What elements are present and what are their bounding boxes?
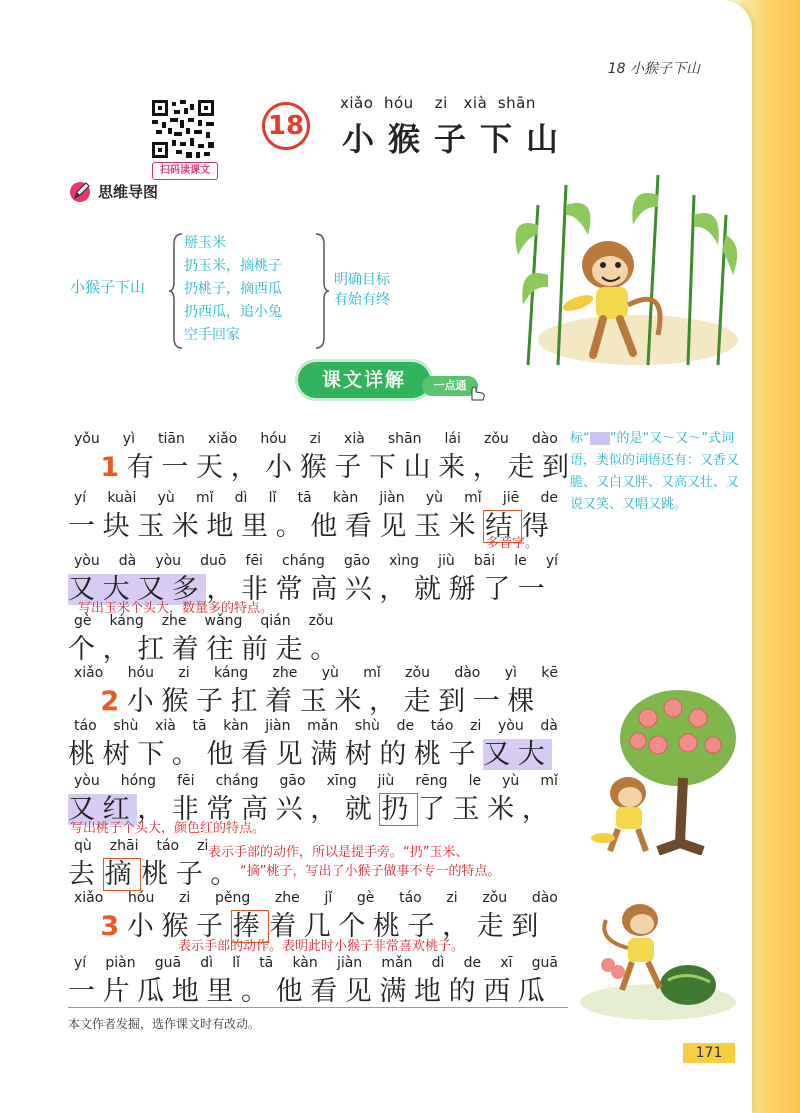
pinyin-syllable: de	[463, 955, 482, 971]
boxed-char: 捧	[232, 911, 268, 942]
pinyin-syllable: dà	[540, 718, 558, 734]
text: ，非常高兴，就	[137, 794, 380, 825]
pinyin-syllable: zi	[470, 718, 482, 734]
pinyin-syllable: yù	[502, 773, 520, 789]
annotation: “摘”桃子，写出了小猴子做事不专一的特点。	[240, 864, 501, 879]
mindmap-events	[184, 232, 282, 347]
pinyin-row	[68, 718, 558, 736]
banner-sub: 一点通	[422, 376, 478, 396]
pinyin-syllable: hóu	[127, 665, 154, 681]
pinyin-syllable: zǒu	[483, 431, 509, 447]
monkey-peach-tree-illustration	[588, 683, 738, 855]
pinyin-syllable: yì	[122, 431, 135, 447]
pinyin-syllable: xià	[344, 431, 365, 447]
banner-main: 课文详解	[298, 362, 430, 398]
side-note	[570, 428, 742, 516]
mindmap-event: 扔西瓜，追小兔	[184, 304, 282, 320]
right-brace	[314, 232, 330, 350]
pinyin-syllable: gāo	[279, 773, 306, 789]
text-line-1	[68, 431, 577, 487]
pinyin-syllable: shù	[354, 718, 380, 734]
chapter-header: 18 小猴子下山	[607, 61, 700, 77]
text-line-5	[68, 665, 558, 721]
chinese-row	[68, 736, 558, 774]
pinyin-syllable: tiān	[158, 431, 185, 447]
pinyin-syllable: kē	[541, 665, 558, 681]
pinyin-syllable: dì	[234, 490, 248, 506]
highlighted-phrase: 又红	[68, 794, 138, 825]
pencil-icon	[68, 178, 94, 204]
pinyin-syllable: de	[396, 718, 415, 734]
pinyin-syllable: mǎn	[381, 955, 413, 971]
side-note-text: 标“	[570, 431, 590, 446]
pinyin-row	[68, 890, 558, 908]
pinyin-syllable: zi	[179, 890, 191, 906]
pinyin-syllable: táo	[399, 890, 422, 906]
pinyin-row	[68, 490, 558, 508]
pinyin-syllable: duō	[200, 553, 227, 569]
mindmap-root: 小猴子下山	[70, 278, 146, 296]
pinyin-syllable: jiàn	[336, 955, 363, 971]
pinyin-syllable: dì	[431, 955, 445, 971]
pinyin-row	[68, 613, 558, 631]
text: 去	[68, 859, 103, 890]
chinese-row	[68, 508, 558, 546]
text: 着几个桃子，走到	[269, 911, 546, 942]
pinyin-syllable: qù	[74, 838, 92, 854]
text: ，非常高兴，就掰了一	[206, 574, 553, 605]
pinyin-syllable: mǐ	[540, 773, 558, 789]
pinyin-syllable: jiù	[438, 553, 455, 569]
pinyin-syllable: zhe	[161, 613, 187, 629]
left-brace	[168, 232, 184, 350]
pinyin-syllable: yí	[545, 553, 558, 569]
pinyin-syllable: yù	[321, 665, 339, 681]
pinyin-row	[68, 955, 558, 973]
highlighted-phrase: 又大	[483, 739, 553, 770]
paragraph-number: 1	[100, 452, 127, 483]
pinyin-syllable: zhāi	[109, 838, 139, 854]
pinyin-syllable: kàn	[332, 490, 359, 506]
pinyin-syllable: xī	[500, 955, 513, 971]
pinyin-syllable: xià	[155, 718, 176, 734]
pinyin-syllable: zǒu	[482, 890, 508, 906]
pinyin-row	[68, 553, 558, 571]
title-pinyin: xiǎo hóu zi xià shān	[340, 94, 536, 112]
pinyin-syllable: lǐ	[232, 955, 241, 971]
pinyin-syllable: gè	[356, 890, 375, 906]
pinyin-syllable: zi	[446, 890, 458, 906]
highlighted-phrase: 又大又多	[68, 574, 207, 605]
pinyin-syllable: zi	[178, 665, 190, 681]
pinyin-syllable: zǒu	[405, 665, 430, 681]
pinyin-row	[68, 665, 558, 683]
pinyin-syllable: yù	[425, 490, 443, 506]
mindmap-event: 扔桃子，摘西瓜	[184, 281, 282, 297]
pinyin-syllable: yòu	[74, 773, 100, 789]
pinyin-syllable: guā	[154, 955, 182, 971]
pinyin-syllable: yí	[74, 490, 87, 506]
annotation: 表示手部的动作。表明此时小猴子非常喜欢桃子。	[178, 939, 465, 954]
pinyin-syllable: zǒu	[308, 613, 334, 629]
footnote: 本文作者发掘，选作课文时有改动。	[68, 1017, 261, 1031]
pinyin-syllable: mǐ	[363, 665, 381, 681]
pinyin-syllable: dào	[531, 431, 558, 447]
pinyin-syllable: hóu	[260, 431, 287, 447]
pinyin-syllable: lǐ	[268, 490, 277, 506]
text: 桃子。	[141, 859, 246, 890]
pinyin-syllable: dào	[531, 890, 558, 906]
pinyin-syllable: káng	[213, 665, 249, 681]
pinyin-syllable: hóu	[128, 890, 155, 906]
paragraph-number: 3	[100, 911, 127, 942]
pinyin-syllable: qián	[260, 613, 291, 629]
pinyin-syllable: káng	[109, 613, 144, 629]
highlight-swatch	[590, 432, 610, 445]
pointer-hand-icon	[466, 380, 488, 402]
pinyin-syllable: yòu	[155, 553, 182, 569]
pinyin-syllable: de	[540, 490, 558, 506]
pinyin-syllable: tā	[259, 955, 274, 971]
lesson-number: 18	[262, 102, 310, 150]
pinyin-syllable: zi	[197, 838, 209, 854]
qr-code-icon[interactable]	[152, 100, 214, 158]
monkey-corn-field-illustration	[508, 165, 744, 370]
pinyin-syllable: yù	[157, 490, 175, 506]
pinyin-syllable: zhe	[274, 890, 300, 906]
pinyin-syllable: jiàn	[265, 718, 291, 734]
pinyin-syllable: jǐ	[324, 890, 333, 906]
pinyin-row	[68, 431, 558, 449]
pinyin-syllable: kuài	[107, 490, 137, 506]
pinyin-syllable: fēi	[245, 553, 263, 569]
chinese-row	[68, 449, 577, 487]
mindmap-event: 空手回家	[184, 327, 240, 343]
pinyin-syllable: zi	[309, 431, 321, 447]
pinyin-syllable: fēi	[177, 773, 195, 789]
chinese-row: 一片瓜地里。他看见满地的西瓜	[68, 976, 553, 1007]
pinyin-syllable: le	[514, 553, 527, 569]
pinyin-syllable: dì	[200, 955, 214, 971]
side-note-text: 又～”式词语，类似的词语还有：又香又脆、又白又胖、又高又壮、又说又笑、又唱又跳。	[570, 431, 740, 512]
annotation: 多音字。	[486, 536, 539, 551]
pinyin-syllable: táo	[74, 718, 97, 734]
pinyin-syllable: dào	[454, 665, 481, 681]
pinyin-syllable: cháng	[282, 553, 325, 569]
pinyin-syllable: gè	[74, 613, 92, 629]
pinyin-syllable: jiē	[502, 490, 520, 506]
boxed-char: 结	[485, 511, 520, 542]
monkey-watermelon-field-illustration	[578, 890, 738, 1020]
pinyin-syllable: pěng	[214, 890, 251, 906]
annotation: 表示手部的动作，所以是提手旁。“扔”玉米、	[208, 845, 469, 860]
pinyin-syllable: mǎn	[307, 718, 339, 734]
boxed-char: 扔	[381, 794, 417, 825]
mindmap-event: 掰玉米	[184, 235, 226, 251]
pinyin-syllable: xìng	[389, 553, 420, 569]
pinyin-syllable: táo	[156, 838, 180, 854]
text-line-4	[68, 613, 558, 669]
pinyin-syllable: táo	[430, 718, 454, 734]
pinyin-syllable: hóng	[120, 773, 156, 789]
chinese-row	[68, 683, 558, 721]
pinyin-syllable: kàn	[223, 718, 249, 734]
pinyin-syllable: yí	[74, 955, 87, 971]
side-note-text: ”的是“又～	[609, 431, 676, 446]
pinyin-syllable: xiǎo	[74, 890, 104, 906]
paragraph-number: 2	[100, 686, 127, 717]
pinyin-syllable: shù	[113, 718, 139, 734]
mindmap-goal-line: 有始有终	[334, 292, 390, 308]
page-number: 171	[683, 1043, 735, 1063]
pinyin-syllable: yǒu	[74, 431, 100, 447]
pinyin-syllable: mǐ	[464, 490, 482, 506]
text-line-6	[68, 718, 558, 774]
pinyin-syllable: cháng	[215, 773, 259, 789]
text: 一块玉米地里。他看见玉米	[68, 511, 484, 542]
text: 得	[521, 511, 557, 542]
pinyin-syllable: jiù	[377, 773, 395, 789]
pinyin-syllable: xīng	[326, 773, 357, 789]
boxed-char: 摘	[104, 859, 140, 890]
text: 了玉米，	[418, 794, 557, 825]
annotation: 写出桃子个头大，颜色红的特点。	[70, 821, 266, 836]
pinyin-syllable: tā	[297, 490, 312, 506]
footnote-divider	[68, 1007, 568, 1008]
mindmap-event: 扔玉米，摘桃子	[184, 258, 282, 274]
pinyin-syllable: tā	[192, 718, 207, 734]
pinyin-syllable: bāi	[473, 553, 496, 569]
mindmap-heading	[68, 178, 158, 204]
pinyin-syllable: le	[468, 773, 482, 789]
page-title: 小猴子下山	[342, 120, 573, 158]
pinyin-syllable: zhe	[272, 665, 298, 681]
pinyin-syllable: piàn	[105, 955, 136, 971]
pinyin-row	[68, 773, 558, 791]
text-line-2	[68, 490, 558, 546]
pinyin-syllable: mǐ	[195, 490, 214, 506]
annotation: 写出玉米个头大，数量多的特点。	[78, 601, 274, 616]
pinyin-syllable: wǎng	[204, 613, 243, 629]
pinyin-syllable: xiǎo	[207, 431, 238, 447]
scan-to-read-label[interactable]: 扫码读课文	[152, 162, 218, 180]
text: 桃树下。他看见满树的桃子	[68, 739, 484, 770]
mindmap-goal-line: 明确目标	[334, 272, 390, 288]
text: 有一天，小猴子下山来，走到	[126, 452, 577, 483]
chinese-row: 个，扛着往前走。	[68, 634, 345, 665]
pinyin-syllable: xiǎo	[74, 665, 104, 681]
pinyin-syllable: guā	[531, 955, 558, 971]
pinyin-syllable: jiàn	[379, 490, 405, 506]
pinyin-syllable: yòu	[74, 553, 100, 569]
pinyin-syllable: lái	[444, 431, 461, 447]
pinyin-syllable: dà	[118, 553, 137, 569]
mindmap-heading-text: 思维导图	[98, 182, 159, 201]
mindmap-goal	[334, 270, 390, 310]
pinyin-syllable: yì	[504, 665, 517, 681]
text-line-10	[68, 955, 558, 1011]
pinyin-syllable: rēng	[415, 773, 448, 789]
lesson-explanation-banner	[298, 362, 484, 402]
pinyin-syllable: gāo	[344, 553, 371, 569]
text: 小猴子	[126, 911, 231, 942]
pinyin-syllable: kàn	[292, 955, 318, 971]
text: 小猴子扛着玉米，走到一棵	[126, 686, 542, 717]
pinyin-syllable: yòu	[498, 718, 524, 734]
pinyin-syllable: shān	[387, 431, 422, 447]
